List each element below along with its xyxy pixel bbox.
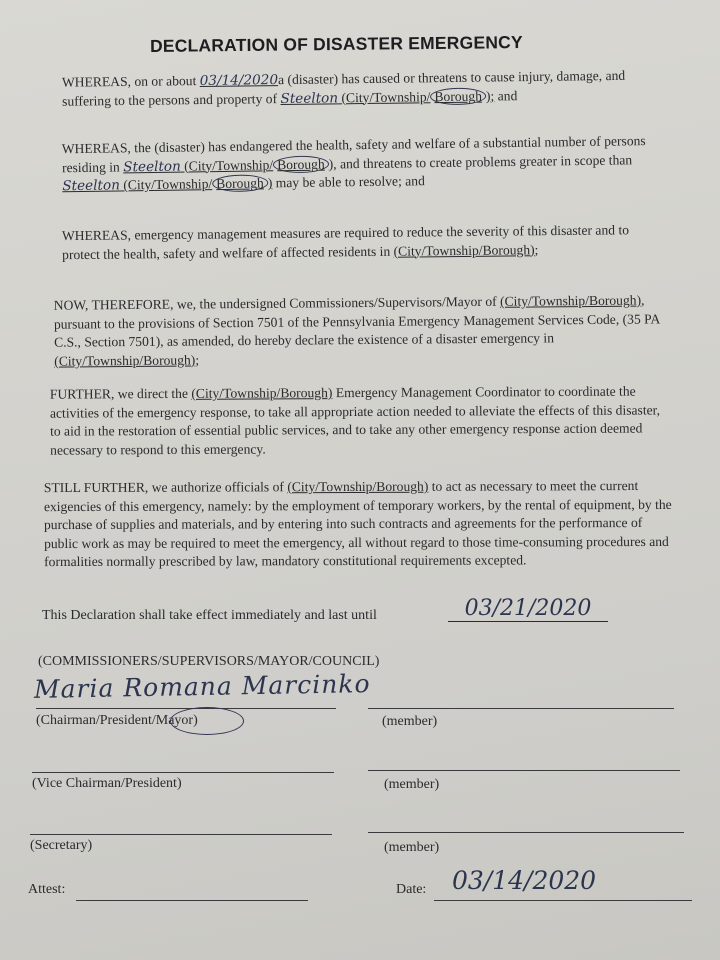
document-title: DECLARATION OF DISASTER EMERGENCY (149, 32, 523, 56)
circled-mayor (170, 707, 244, 735)
circled-borough: Borough (430, 87, 486, 105)
now-therefore-paragraph: NOW, THEREFORE, we, the undersigned Commissioners/Supervisors/Mayor of (City/Township/Borough), pursuant to the provisions of Section 7501 of the Pennsylvania Emergency Management Services Code, (35 PA C.S., Section 7501), as amended, do hereby declare the existence of a disaster emergency in (City/Township/Borough); (53, 292, 660, 369)
date-line (434, 900, 692, 901)
signature-line-member-2 (368, 770, 680, 771)
handwritten-end-date: 03/21/2020 (448, 596, 608, 622)
whereas-paragraph-1: WHEREAS, on or about 03/14/2020a (disaster) has caused or threatens to cause injury, damage, and suffering to the persons and property of Steelton (City/Township/ Borough ); and (61, 67, 626, 109)
handwritten-place: Steelton (62, 177, 121, 195)
signature-line-member-1 (368, 708, 674, 709)
circled-borough: Borough (273, 155, 329, 173)
still-further-paragraph: STILL FURTHER, we authorize officials of (City/Township/Borough) to act as necessary to meet the current exigencies of this emergency, namely: by the employment of temporary workers, by the rental of equipment, by the purchase of supplies and materials, and by entering into such contracts and agreements for the performance of public work as may be required to meet the emergency, all without regard to those time-consuming procedures and formalities normally prescribed by law, mandatory constitutional requirements excepted. (43, 478, 672, 570)
handwritten-place: Steelton (123, 158, 181, 175)
handwritten-place: Steelton (280, 89, 339, 107)
signature-line-vice (32, 772, 334, 773)
handwritten-date: 03/14/2020 (199, 72, 279, 90)
handwritten-signature: Maria Romana Marcinko (33, 669, 371, 704)
signatories-header: (COMMISSIONERS/SUPERVISORS/MAYOR/COUNCIL) (38, 654, 380, 669)
label-chairman: (Chairman/President/Mayor) (36, 713, 198, 728)
label-attest: Attest: (28, 882, 66, 897)
further-paragraph: FURTHER, we direct the (City/Township/Borough) Emergency Management Coordinator to coordinate the activities of the emergency response, to take all appropriate action needed to alleviate the effects of this disaster, to aid in the restoration of essential public services, and to take any other emergency response action deemed necessary to respond to this emergency. (49, 383, 661, 458)
whereas-paragraph-3: WHEREAS, emergency management measures are required to reduce the severity of this disaster and to protect the health, safety and welfare of affected residents in (City/Township/Borough); (61, 222, 630, 262)
label-date: Date: (396, 882, 427, 897)
handwritten-signing-date: 03/14/2020 (452, 866, 597, 895)
whereas-paragraph-2: WHEREAS, the (disaster) has endangered the health, safety and welfare of a substantial number of persons residing in Steelton (City/Township/ Borough ), and threatens to create problems greater in scope than Steelton (City/Township/ Borough ) may be able to resolve; and (61, 133, 646, 195)
circled-borough: Borough (212, 175, 268, 193)
label-secretary: (Secretary) (30, 838, 93, 853)
label-vice-chairman: (Vice Chairman/President) (32, 776, 182, 791)
signature-line-secretary (30, 834, 332, 835)
effect-statement: This Declaration shall take effect immediately and last until (42, 608, 377, 623)
label-member-1: (member) (382, 714, 438, 729)
signature-line-member-3 (368, 832, 684, 833)
attest-line (76, 900, 308, 901)
label-member-3: (member) (384, 840, 440, 855)
label-member-2: (member) (384, 777, 440, 792)
